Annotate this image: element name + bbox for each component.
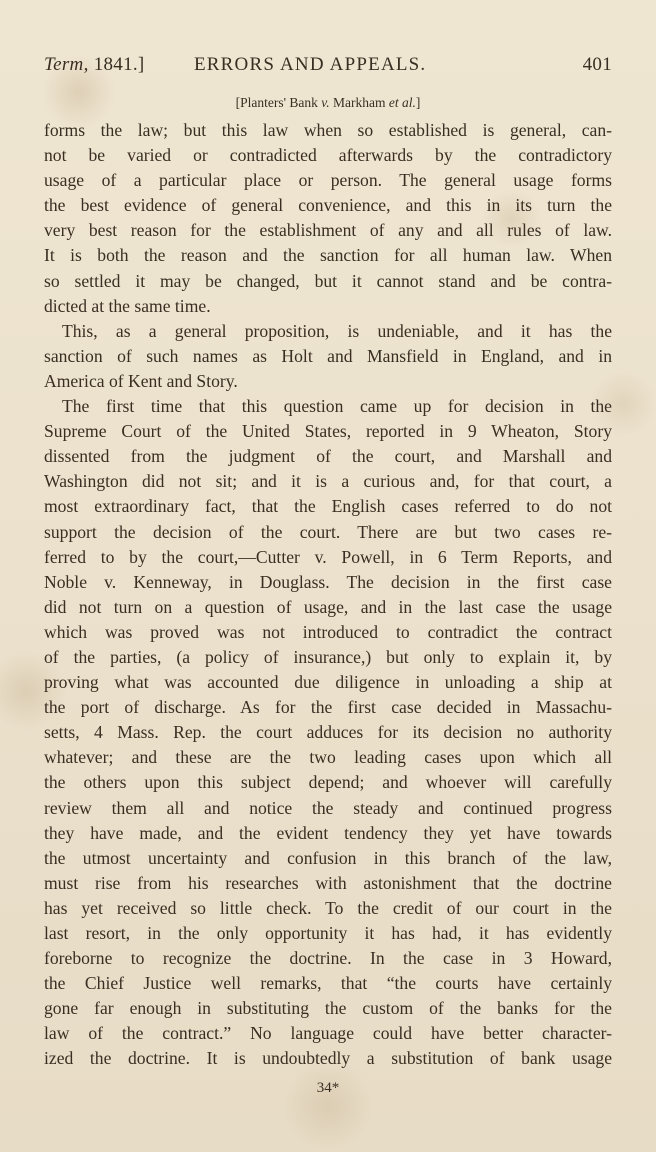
text-line: review them all and notice the steady and continued progress (44, 797, 612, 818)
text-line: dissented from the judgment of the court, and Marshall and (44, 446, 612, 467)
text-line: so settled it may be changed, but it cannot stand and be contra- (44, 270, 612, 291)
term-year: 1841.] (93, 54, 145, 75)
case-reference-name: Markham (329, 95, 389, 110)
running-head-term (44, 54, 145, 76)
text-line: of the parties, (a policy of insurance,) but only to explain it, by (44, 646, 612, 667)
term-label: Term, (44, 54, 89, 75)
case-reference-versus: v. (321, 95, 330, 110)
text-line: It is both the reason and the sanction for all human law. When (44, 245, 612, 266)
text-line: most extraordinary fact, that the English cases referred to do not (44, 496, 612, 517)
case-reference-close: ] (415, 95, 421, 110)
text-line: law of the contract.” No language could have better character- (44, 1023, 612, 1044)
signature-mark: 34* (316, 1080, 340, 1096)
text-line: proving what was accounted due diligence in unloading a ship at (44, 672, 612, 693)
text-line: support the decision of the court. There are but two cases re- (44, 521, 612, 542)
running-head-title: ERRORS AND APPEALS. (194, 54, 427, 75)
text-line: which was proved was not introduced to contradict the contract (44, 621, 612, 642)
text-line: the Chief Justice well remarks, that “the courts have certainly (44, 973, 612, 994)
text-line: sanction of such names as Holt and Mansfield in England, and in (44, 345, 612, 366)
text-line: America of Kent and Story. (44, 370, 238, 391)
text-line: ferred to by the court,—Cutter v. Powell, in 6 Term Reports, and (44, 546, 612, 567)
text-line: foreborne to recognize the doctrine. In the case in 3 Howard, (44, 948, 612, 969)
text-line: The first time that this question came up for decision in the (62, 396, 612, 417)
text-line: setts, 4 Mass. Rep. the court adduces for its decision no authority (44, 722, 612, 743)
text-line: gone far enough in substituting the custom of the banks for the (44, 998, 612, 1019)
text-line: the utmost uncertainty and confusion in this branch of the law, (44, 847, 612, 868)
text-line: This, as a general proposition, is undeniable, and it has the (62, 320, 612, 341)
text-line: they have made, and the evident tendency they yet have towards (44, 822, 612, 843)
text-line: very best reason for the establishment of any and all rules of law. (44, 220, 612, 241)
text-line: has yet received so little check. To the credit of our court in the (44, 897, 612, 918)
case-reference-open: [Planters' Bank (235, 95, 322, 110)
text-line: Washington did not sit; and it is a curious and, for that court, a (44, 471, 612, 492)
text-line: did not turn on a question of usage, and in the last case the usage (44, 596, 612, 617)
text-line: Supreme Court of the United States, reported in 9 Wheaton, Story (44, 421, 612, 442)
page-number: 401 (582, 54, 612, 75)
text-line: not be varied or contradicted afterwards by the contradictory (44, 145, 612, 166)
running-head (44, 54, 612, 82)
body-text (44, 118, 612, 1072)
text-line: forms the law; but this law when so established is general, can- (44, 120, 612, 140)
case-reference-et-al: et al. (388, 95, 416, 110)
case-reference (0, 95, 656, 111)
text-line: last resort, in the only opportunity it has had, it has evidently (44, 923, 612, 943)
text-line: Noble v. Kenneway, in Douglass. The decision in the first case (44, 571, 612, 592)
text-line: dicted at the same time. (44, 295, 211, 316)
text-line: whatever; and these are the two leading cases upon which all (44, 747, 612, 768)
text-line: ized the doctrine. It is undoubtedly a substitution of bank usage (44, 1048, 612, 1069)
text-line: the port of discharge. As for the first case decided in Massachu- (44, 697, 612, 718)
text-line: usage of a particular place or person. The general usage forms (44, 170, 612, 191)
text-line: the others upon this subject depend; and whoever will carefully (44, 772, 612, 793)
text-line: the best evidence of general convenience, and this in its turn the (44, 195, 612, 216)
text-line: must rise from his researches with astonishment that the doctrine (44, 872, 612, 893)
